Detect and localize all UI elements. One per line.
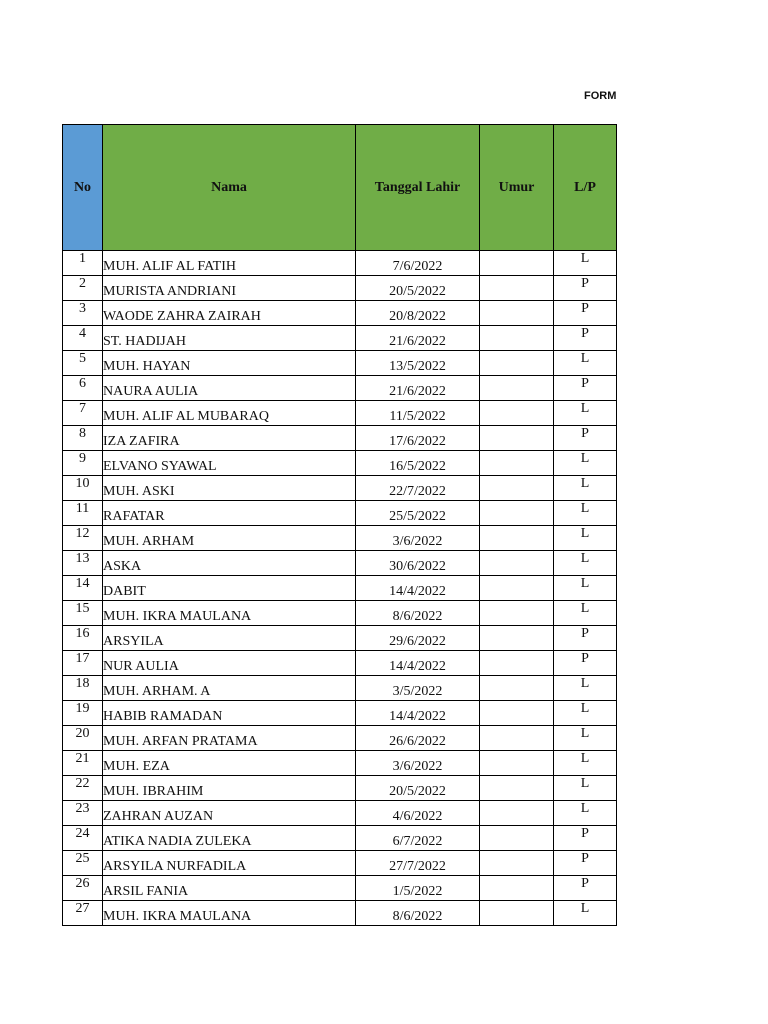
cell-umur[interactable]	[480, 776, 554, 801]
cell-tanggal-lahir[interactable]: 20/5/2022	[356, 276, 480, 301]
cell-no[interactable]: 9	[63, 451, 103, 476]
table-row	[63, 601, 617, 626]
cell-lp[interactable]: L	[554, 751, 617, 776]
cell-no[interactable]: 3	[63, 301, 103, 326]
cell-tanggal-lahir[interactable]: 27/7/2022	[356, 851, 480, 876]
cell-umur[interactable]	[480, 526, 554, 551]
cell-umur[interactable]	[480, 251, 554, 276]
cell-nama[interactable]: ARSIL FANIA	[103, 876, 356, 901]
table-row	[63, 326, 617, 351]
cell-tanggal-lahir[interactable]: 21/6/2022	[356, 326, 480, 351]
header-nama: Nama	[103, 125, 356, 251]
cell-lp[interactable]: L	[554, 551, 617, 576]
cell-umur[interactable]	[480, 851, 554, 876]
cell-tanggal-lahir[interactable]: 14/4/2022	[356, 576, 480, 601]
table-row	[63, 701, 617, 726]
cell-tanggal-lahir[interactable]: 1/5/2022	[356, 876, 480, 901]
cell-nama[interactable]: MUH. ARHAM	[103, 526, 356, 551]
cell-tanggal-lahir[interactable]: 21/6/2022	[356, 376, 480, 401]
cell-tanggal-lahir[interactable]: 26/6/2022	[356, 726, 480, 751]
cell-no[interactable]: 25	[63, 851, 103, 876]
cell-tanggal-lahir[interactable]: 3/6/2022	[356, 751, 480, 776]
cell-umur[interactable]	[480, 826, 554, 851]
form-title: FORM	[584, 90, 616, 102]
cell-tanggal-lahir[interactable]: 8/6/2022	[356, 601, 480, 626]
cell-no[interactable]: 8	[63, 426, 103, 451]
cell-no[interactable]: 14	[63, 576, 103, 601]
cell-no[interactable]: 1	[63, 251, 103, 276]
cell-nama[interactable]: MURISTA ANDRIANI	[103, 276, 356, 301]
cell-umur[interactable]	[480, 701, 554, 726]
cell-nama[interactable]: MUH. IKRA MAULANA	[103, 601, 356, 626]
cell-umur[interactable]	[480, 426, 554, 451]
cell-no[interactable]: 4	[63, 326, 103, 351]
cell-tanggal-lahir[interactable]: 20/8/2022	[356, 301, 480, 326]
cell-nama[interactable]: MUH. EZA	[103, 751, 356, 776]
cell-tanggal-lahir[interactable]: 14/4/2022	[356, 701, 480, 726]
table-row	[63, 576, 617, 601]
cell-umur[interactable]	[480, 676, 554, 701]
cell-no[interactable]: 5	[63, 351, 103, 376]
cell-no[interactable]: 11	[63, 501, 103, 526]
table-row	[63, 501, 617, 526]
cell-tanggal-lahir[interactable]: 3/5/2022	[356, 676, 480, 701]
cell-umur[interactable]	[480, 726, 554, 751]
table-row	[63, 626, 617, 651]
table-row	[63, 276, 617, 301]
cell-nama[interactable]: ATIKA NADIA ZULEKA	[103, 826, 356, 851]
cell-nama[interactable]: NUR AULIA	[103, 651, 356, 676]
cell-tanggal-lahir[interactable]: 7/6/2022	[356, 251, 480, 276]
cell-umur[interactable]	[480, 376, 554, 401]
cell-no[interactable]: 22	[63, 776, 103, 801]
cell-nama[interactable]: ASKA	[103, 551, 356, 576]
header-lp: L/P	[554, 125, 617, 251]
cell-lp[interactable]: L	[554, 251, 617, 276]
table-row	[63, 476, 617, 501]
cell-lp[interactable]: L	[554, 676, 617, 701]
table-row	[63, 751, 617, 776]
cell-nama[interactable]: RAFATAR	[103, 501, 356, 526]
cell-no[interactable]: 7	[63, 401, 103, 426]
cell-umur[interactable]	[480, 651, 554, 676]
cell-tanggal-lahir[interactable]: 25/5/2022	[356, 501, 480, 526]
cell-lp[interactable]: L	[554, 526, 617, 551]
cell-umur[interactable]	[480, 901, 554, 926]
cell-no[interactable]: 10	[63, 476, 103, 501]
cell-umur[interactable]	[480, 626, 554, 651]
cell-lp[interactable]: P	[554, 326, 617, 351]
table-row	[63, 251, 617, 276]
cell-lp[interactable]: L	[554, 351, 617, 376]
cell-umur[interactable]	[480, 601, 554, 626]
cell-nama[interactable]: MUH. ARHAM. A	[103, 676, 356, 701]
table-row	[63, 776, 617, 801]
table-row	[63, 901, 617, 926]
cell-nama[interactable]: MUH. IKRA MAULANA	[103, 901, 356, 926]
cell-tanggal-lahir[interactable]: 8/6/2022	[356, 901, 480, 926]
cell-nama[interactable]: ZAHRAN AUZAN	[103, 801, 356, 826]
header-row	[63, 125, 617, 251]
cell-tanggal-lahir[interactable]: 13/5/2022	[356, 351, 480, 376]
table-row	[63, 876, 617, 901]
header-no: No	[63, 125, 103, 251]
table-body	[63, 251, 617, 926]
table-row	[63, 551, 617, 576]
cell-lp[interactable]: L	[554, 601, 617, 626]
cell-nama[interactable]: NAURA AULIA	[103, 376, 356, 401]
table-row	[63, 826, 617, 851]
table-row	[63, 851, 617, 876]
cell-umur[interactable]	[480, 301, 554, 326]
cell-tanggal-lahir[interactable]: 6/7/2022	[356, 826, 480, 851]
cell-lp[interactable]: L	[554, 476, 617, 501]
table-row	[63, 651, 617, 676]
cell-umur[interactable]	[480, 501, 554, 526]
cell-tanggal-lahir[interactable]: 4/6/2022	[356, 801, 480, 826]
cell-nama[interactable]: MUH. IBRAHIM	[103, 776, 356, 801]
cell-nama[interactable]: ARSYILA	[103, 626, 356, 651]
cell-no[interactable]: 19	[63, 701, 103, 726]
cell-lp[interactable]: P	[554, 651, 617, 676]
cell-nama[interactable]: ELVANO SYAWAL	[103, 451, 356, 476]
cell-tanggal-lahir[interactable]: 11/5/2022	[356, 401, 480, 426]
cell-no[interactable]: 26	[63, 876, 103, 901]
cell-nama[interactable]: MUH. ALIF AL MUBARAQ	[103, 401, 356, 426]
cell-no[interactable]: 24	[63, 826, 103, 851]
cell-umur[interactable]	[480, 801, 554, 826]
cell-lp[interactable]: L	[554, 576, 617, 601]
cell-tanggal-lahir[interactable]: 22/7/2022	[356, 476, 480, 501]
cell-umur[interactable]	[480, 276, 554, 301]
cell-tanggal-lahir[interactable]: 30/6/2022	[356, 551, 480, 576]
cell-lp[interactable]: P	[554, 851, 617, 876]
cell-lp[interactable]: L	[554, 701, 617, 726]
cell-lp[interactable]: P	[554, 826, 617, 851]
cell-umur[interactable]	[480, 751, 554, 776]
cell-nama[interactable]: MUH. ASKI	[103, 476, 356, 501]
header-umur: Umur	[480, 125, 554, 251]
cell-tanggal-lahir[interactable]: 20/5/2022	[356, 776, 480, 801]
cell-nama[interactable]: MUH. ALIF AL FATIH	[103, 251, 356, 276]
cell-lp[interactable]: L	[554, 776, 617, 801]
table-row	[63, 676, 617, 701]
cell-no[interactable]: 27	[63, 901, 103, 926]
cell-lp[interactable]: L	[554, 901, 617, 926]
cell-umur[interactable]	[480, 876, 554, 901]
cell-no[interactable]: 6	[63, 376, 103, 401]
table-row	[63, 801, 617, 826]
cell-nama[interactable]: HABIB RAMADAN	[103, 701, 356, 726]
table-row	[63, 401, 617, 426]
cell-tanggal-lahir[interactable]: 3/6/2022	[356, 526, 480, 551]
cell-no[interactable]: 12	[63, 526, 103, 551]
cell-lp[interactable]: P	[554, 376, 617, 401]
cell-umur[interactable]	[480, 551, 554, 576]
table-row	[63, 726, 617, 751]
cell-no[interactable]: 16	[63, 626, 103, 651]
table-row	[63, 301, 617, 326]
cell-lp[interactable]: P	[554, 426, 617, 451]
cell-tanggal-lahir[interactable]: 16/5/2022	[356, 451, 480, 476]
cell-no[interactable]: 15	[63, 601, 103, 626]
cell-tanggal-lahir[interactable]: 14/4/2022	[356, 651, 480, 676]
table-row	[63, 451, 617, 476]
cell-no[interactable]: 17	[63, 651, 103, 676]
header-tanggal-lahir: Tanggal Lahir	[356, 125, 480, 251]
cell-nama[interactable]: DABIT	[103, 576, 356, 601]
cell-nama[interactable]: MUH. ARFAN PRATAMA	[103, 726, 356, 751]
cell-umur[interactable]	[480, 476, 554, 501]
cell-umur[interactable]	[480, 576, 554, 601]
cell-umur[interactable]	[480, 401, 554, 426]
cell-umur[interactable]	[480, 326, 554, 351]
cell-lp[interactable]: L	[554, 726, 617, 751]
cell-lp[interactable]: L	[554, 801, 617, 826]
cell-nama[interactable]: IZA ZAFIRA	[103, 426, 356, 451]
cell-no[interactable]: 23	[63, 801, 103, 826]
cell-umur[interactable]	[480, 351, 554, 376]
cell-nama[interactable]: MUH. HAYAN	[103, 351, 356, 376]
cell-no[interactable]: 21	[63, 751, 103, 776]
cell-tanggal-lahir[interactable]: 17/6/2022	[356, 426, 480, 451]
table-row	[63, 376, 617, 401]
cell-umur[interactable]	[480, 451, 554, 476]
cell-lp[interactable]: L	[554, 401, 617, 426]
cell-lp[interactable]: L	[554, 451, 617, 476]
cell-lp[interactable]: P	[554, 876, 617, 901]
cell-lp[interactable]: P	[554, 626, 617, 651]
table-row	[63, 351, 617, 376]
cell-nama[interactable]: ST. HADIJAH	[103, 326, 356, 351]
cell-no[interactable]: 20	[63, 726, 103, 751]
table-row	[63, 526, 617, 551]
table-row	[63, 426, 617, 451]
cell-no[interactable]: 2	[63, 276, 103, 301]
cell-nama[interactable]: ARSYILA NURFADILA	[103, 851, 356, 876]
cell-no[interactable]: 18	[63, 676, 103, 701]
cell-lp[interactable]: P	[554, 301, 617, 326]
cell-no[interactable]: 13	[63, 551, 103, 576]
cell-lp[interactable]: P	[554, 276, 617, 301]
cell-tanggal-lahir[interactable]: 29/6/2022	[356, 626, 480, 651]
cell-lp[interactable]: L	[554, 501, 617, 526]
student-table	[62, 124, 617, 926]
cell-nama[interactable]: WAODE ZAHRA ZAIRAH	[103, 301, 356, 326]
